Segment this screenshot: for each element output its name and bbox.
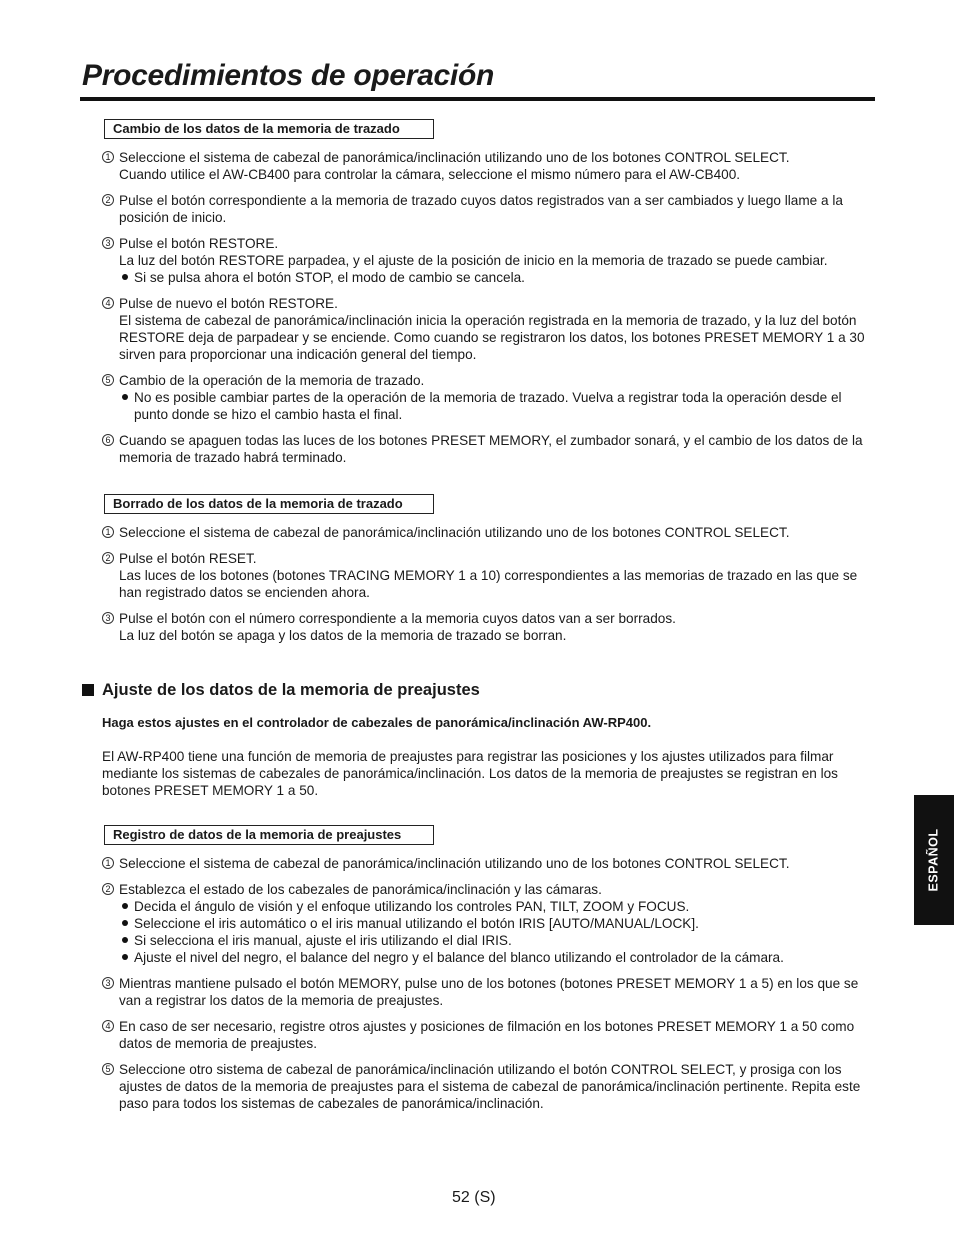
step-number-icon: 5	[102, 374, 114, 386]
step-text: La luz del botón se apaga y los datos de la memoria de trazado se borran.	[119, 628, 567, 643]
step-text: El sistema de cabezal de panorámica/inclinación inicia la operación registrada en la memoria de trazado, y la luz del botón RESTORE deja de parpadear y se enciende. Como cuando se registraron los datos, los botones PRESET MEMORY 1 a 30 sirven para proporcionar una indicación general del tiempo.	[119, 313, 865, 362]
step-text: Cuando se apaguen todas las luces de los botones PRESET MEMORY, el zumbador sonará, y el cambio de los datos de la memoria de trazado habrá terminado.	[119, 433, 863, 465]
step-item	[102, 855, 878, 872]
step-item	[102, 550, 878, 601]
bullet-note: Si se pulsa ahora el botón STOP, el modo de cambio se cancela.	[121, 269, 878, 286]
step-number-icon: 1	[102, 857, 114, 869]
step-item	[102, 1018, 878, 1052]
steps-list-borrado	[102, 524, 878, 653]
subsection-heading-registro: Registro de datos de la memoria de preajustes	[104, 825, 434, 845]
page-number: 52 (S)	[452, 1189, 496, 1206]
step-number-icon: 3	[102, 612, 114, 624]
step-number-icon: 1	[102, 526, 114, 538]
step-item	[102, 1061, 878, 1112]
step-text: Seleccione el sistema de cabezal de panorámica/inclinación utilizando uno de los botones CONTROL SELECT.	[119, 525, 790, 540]
title-rule	[80, 97, 875, 101]
step-text: Pulse el botón correspondiente a la memoria de trazado cuyos datos registrados van a ser cambiados y luego llame a la posición de inicio.	[119, 193, 843, 225]
step-item	[102, 192, 878, 226]
step-text: Pulse el botón con el número correspondiente a la memoria cuyos datos van a ser borrados.	[119, 611, 676, 626]
page-title: Procedimientos de operación	[82, 59, 495, 92]
step-text: Seleccione el sistema de cabezal de panorámica/inclinación utilizando uno de los botones CONTROL SELECT.	[119, 150, 790, 165]
step-number-icon: 2	[102, 883, 114, 895]
section-heading-text: Ajuste de los datos de la memoria de preajustes	[102, 681, 480, 699]
step-text: Establezca el estado de los cabezales de panorámica/inclinación y las cámaras.	[119, 882, 602, 897]
step-text: Seleccione el sistema de cabezal de panorámica/inclinación utilizando uno de los botones CONTROL SELECT.	[119, 856, 790, 871]
step-number-icon: 6	[102, 434, 114, 446]
step-item	[102, 235, 878, 286]
step-item	[102, 881, 878, 966]
steps-list-cambio	[102, 149, 878, 475]
step-item	[102, 432, 878, 466]
step-text: Pulse el botón RESTORE.	[119, 236, 279, 251]
bold-note: Haga estos ajustes en el controlador de cabezales de panorámica/inclinación AW-RP400.	[102, 715, 652, 730]
step-text: La luz del botón RESTORE parpadea, y el ajuste de la posición de inicio en la memoria de trazado se puede cambiar.	[119, 253, 828, 268]
step-number-icon: 1	[102, 151, 114, 163]
step-text: Cambio de la operación de la memoria de trazado.	[119, 373, 425, 388]
section-heading	[82, 680, 480, 700]
language-tab-label: ESPAÑOL	[926, 828, 941, 892]
step-text: Cuando utilice el AW-CB400 para controlar la cámara, seleccione el mismo número para el AW-CB400.	[119, 167, 741, 182]
square-bullet-icon	[82, 684, 94, 696]
step-text: Pulse de nuevo el botón RESTORE.	[119, 296, 338, 311]
bullet-note: Seleccione el iris automático o el iris manual utilizando el botón IRIS [AUTO/MANUAL/LOCK].	[121, 915, 878, 932]
bullet-note: No es posible cambiar partes de la operación de la memoria de trazado. Vuelva a registrar toda la operación desde el punto donde se hizo el cambio hasta el final.	[121, 389, 878, 423]
step-number-icon: 4	[102, 297, 114, 309]
step-item	[102, 295, 878, 363]
bullet-note: Si selecciona el iris manual, ajuste el iris utilizando el dial IRIS.	[121, 932, 878, 949]
language-side-tab	[914, 795, 954, 925]
step-number-icon: 2	[102, 552, 114, 564]
bullet-note: Decida el ángulo de visión y el enfoque utilizando los controles PAN, TILT, ZOOM y FOCUS.	[121, 898, 878, 915]
step-item	[102, 975, 878, 1009]
step-text: Mientras mantiene pulsado el botón MEMORY, pulse uno de los botones (botones PRESET MEMORY 1 a 5) en los que se van a registrar los datos de la memoria de preajustes.	[119, 976, 859, 1008]
step-text: Seleccione otro sistema de cabezal de panorámica/inclinación utilizando el botón CONTROL SELECT, y prosiga con los ajustes de datos de la memoria de preajustes para el sistema de cabezal de panorámica/inclinación pertinente. Repita este paso para todos los sistemas de cabezales de panorámica/inclinación.	[119, 1062, 861, 1111]
step-text: Pulse el botón RESET.	[119, 551, 257, 566]
step-number-icon: 4	[102, 1020, 114, 1032]
bullet-note: Ajuste el nivel del negro, el balance del negro y el balance del blanco utilizando el controlador de la cámara.	[121, 949, 878, 966]
subsection-heading-borrado: Borrado de los datos de la memoria de trazado	[104, 494, 434, 514]
step-text: Las luces de los botones (botones TRACING MEMORY 1 a 10) correspondientes a las memorias de trazado en las que se han registrado datos se encienden ahora.	[119, 568, 858, 600]
step-text: En caso de ser necesario, registre otros ajustes y posiciones de filmación en los botones PRESET MEMORY 1 a 50 como datos de memoria de preajustes.	[119, 1019, 855, 1051]
subsection-heading-cambio: Cambio de los datos de la memoria de trazado	[104, 119, 434, 139]
step-item	[102, 524, 878, 541]
intro-paragraph: El AW-RP400 tiene una función de memoria de preajustes para registrar las posiciones y los ajustes utilizados para filmar mediante los sistemas de cabezales de panorámica/inclinación. Los datos de la memoria de preajustes se registran en los botones PRESET MEMORY 1 a 50.	[102, 749, 838, 798]
step-number-icon: 2	[102, 194, 114, 206]
step-number-icon: 3	[102, 977, 114, 989]
steps-list-registro	[102, 855, 878, 1121]
step-number-icon: 5	[102, 1063, 114, 1075]
step-item	[102, 149, 878, 183]
step-item	[102, 372, 878, 423]
step-number-icon: 3	[102, 237, 114, 249]
step-item	[102, 610, 878, 644]
